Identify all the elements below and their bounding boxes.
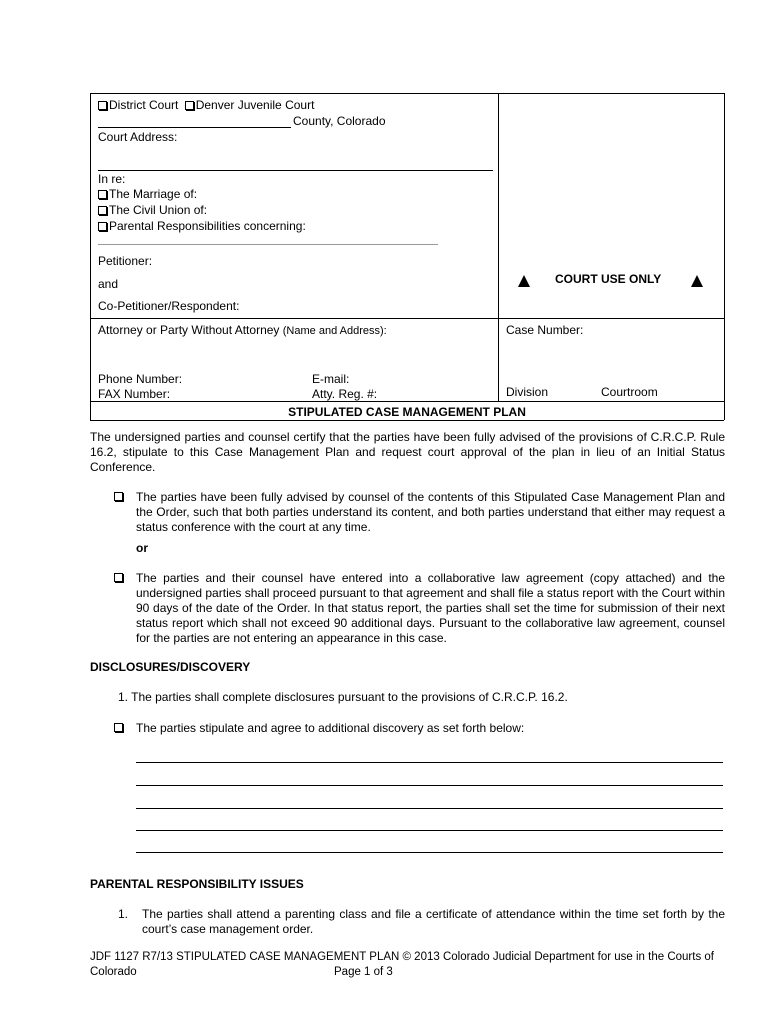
discovery-blank-line[interactable] bbox=[136, 808, 723, 809]
parental-heading: PARENTAL RESPONSIBILITY ISSUES bbox=[90, 877, 304, 891]
attorney-label bbox=[98, 323, 387, 337]
parental-item-1-text: The parties shall attend a parenting class and file a certificate of attendance within the time set forth by the court’s case management order. bbox=[142, 907, 725, 936]
civil-union-option bbox=[98, 203, 207, 217]
denver-juvenile-label: Denver Juvenile Court bbox=[195, 98, 315, 112]
district-court-label: District Court bbox=[109, 98, 179, 112]
option1-text: The parties have been fully advised by counsel of the contents of this Stipulated Case Management Plan and the Order, such that both parties understand its content, and both parties understand that either may request a status conference with the court at any time. bbox=[136, 490, 725, 534]
parties-rule bbox=[98, 244, 438, 245]
option2-text: The parties and their counsel have entered into a collaborative law agreement (copy attached) and the undersigned parties shall proceed pursuant to that agreement and shall file a status report with the Court within 90 days of the date of the Order. In that status report, the parties shall set the time for submission of their next status report which shall not exceed 90 additional days. Pursuant to the collaborative law agreement, counsel for the parties are not entering an appearance in this case. bbox=[136, 571, 726, 645]
up-arrow-icon bbox=[518, 275, 530, 287]
page-number: Page 1 of 3 bbox=[334, 966, 393, 978]
email-label: E-mail: bbox=[312, 372, 350, 386]
disclosure-item-1: 1. The parties shall complete disclosures pursuant to the provisions of C.R.C.P. 16.2. bbox=[118, 690, 568, 704]
option2-checkbox[interactable] bbox=[114, 573, 123, 582]
county-blank bbox=[98, 127, 291, 128]
marriage-checkbox[interactable] bbox=[98, 190, 107, 199]
or-label: or bbox=[136, 541, 148, 555]
civil-union-label: The Civil Union of: bbox=[109, 203, 208, 217]
parental-resp-checkbox[interactable] bbox=[98, 222, 107, 231]
intro-paragraph: The undersigned parties and counsel certify that the parties have been fully advised of the provisions of C.R.C.P. Rule 16.2, stipulate to this Case Management Plan and request court approval of the plan in lieu of an Initial Status Conference. bbox=[90, 430, 725, 474]
parental-resp-option bbox=[98, 219, 306, 233]
discovery-checkbox[interactable] bbox=[114, 723, 123, 732]
courtroom-label: Courtroom bbox=[601, 385, 658, 399]
court-use-only-label: COURT USE ONLY bbox=[555, 272, 662, 286]
court-address-rule bbox=[98, 170, 493, 171]
denver-juvenile-checkbox[interactable] bbox=[185, 101, 194, 110]
petitioner-label: Petitioner: bbox=[98, 254, 153, 268]
fax-label: FAX Number: bbox=[98, 387, 171, 401]
attorney-label-sub: (Name and Address): bbox=[282, 325, 387, 337]
option1-checkbox[interactable] bbox=[114, 492, 123, 501]
discovery-blank-line[interactable] bbox=[136, 785, 723, 786]
disclosures-heading: DISCLOSURES/DISCOVERY bbox=[90, 660, 251, 674]
parental-resp-label: Parental Responsibilities concerning: bbox=[109, 219, 306, 233]
up-arrow-icon bbox=[691, 275, 703, 287]
civil-union-checkbox[interactable] bbox=[98, 206, 107, 215]
and-label: and bbox=[98, 277, 119, 291]
atty-reg-label: Atty. Reg. #: bbox=[312, 387, 378, 401]
discovery-blank-line[interactable] bbox=[136, 762, 723, 763]
division-label: Division bbox=[506, 385, 549, 399]
co-petitioner-label: Co-Petitioner/Respondent: bbox=[98, 299, 240, 313]
discovery-option-text: The parties stipulate and agree to additional discovery as set forth below: bbox=[136, 721, 525, 735]
parental-item-1-number: 1. bbox=[118, 907, 129, 921]
discovery-blank-line[interactable] bbox=[136, 852, 723, 853]
footer-line-1: JDF 1127 R7/13 STIPULATED CASE MANAGEMENT PLAN © 2013 Colorado Judicial Department for use in the Courts of bbox=[90, 951, 714, 963]
case-number-label: Case Number: bbox=[506, 323, 584, 337]
document-title: STIPULATED CASE MANAGEMENT PLAN bbox=[288, 405, 526, 419]
phone-label: Phone Number: bbox=[98, 372, 183, 386]
court-type-row bbox=[98, 98, 314, 112]
marriage-label: The Marriage of: bbox=[109, 187, 198, 201]
district-court-checkbox[interactable] bbox=[98, 101, 107, 110]
court-address-label: Court Address: bbox=[98, 130, 178, 144]
discovery-blank-line[interactable] bbox=[136, 830, 723, 831]
in-re-label: In re: bbox=[98, 172, 126, 186]
attorney-label-main: Attorney or Party Without Attorney bbox=[98, 323, 280, 337]
county-label: County, Colorado bbox=[293, 114, 386, 128]
marriage-option bbox=[98, 187, 197, 201]
footer-colorado: Colorado bbox=[90, 966, 137, 978]
